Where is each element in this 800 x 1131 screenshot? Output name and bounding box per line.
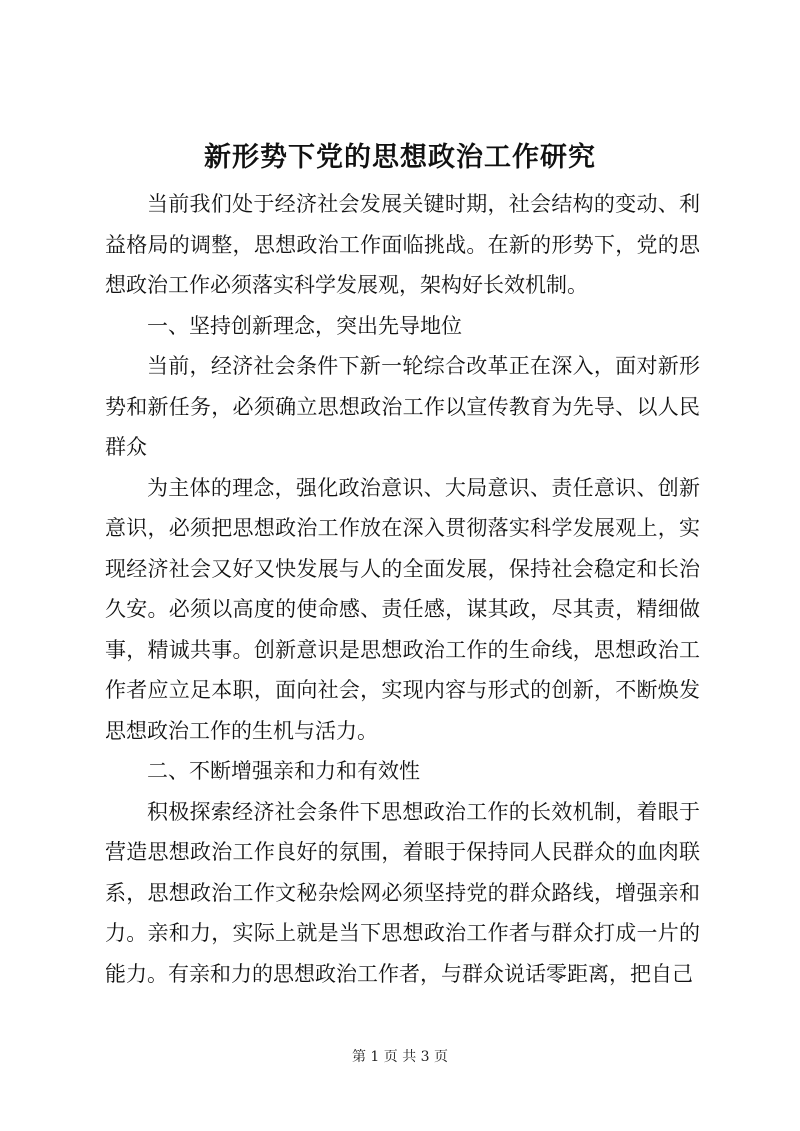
document-title: 新形势下党的思想政治工作研究 <box>204 142 596 173</box>
document-body <box>105 184 700 994</box>
section-heading-1: 一、坚持创新理念，突出先导地位 <box>147 313 462 338</box>
paragraph-section2-a: 积极探索经济社会条件下思想政治工作的长效机制，着眼于营造思想政治工作良好的氛围，着眼于保持同人民群众的血肉联系，思想政治工作文秘杂烩网必须坚持党的群众路线，增强亲和力。亲和力，实际上就是当下思想政治工作者与群众打成一片的能力。有亲和力的思想政治工作者，与群众说话零距离，把自己 <box>105 799 700 986</box>
paragraph-intro: 当前我们处于经济社会发展关键时期，社会结构的变动、利益格局的调整，思想政治工作面临挑战。在新的形势下，党的思想政治工作必须落实科学发展观，架构好长效机制。 <box>105 192 700 297</box>
section-heading-2: 二、不断增强亲和力和有效性 <box>147 759 420 783</box>
page-number-footer: 第 1 页 共 3 页 <box>351 1049 449 1065</box>
paragraph-section1-a: 当前，经济社会条件下新一轮综合改革正在深入，面对新形势和新任务，必须确立思想政治工作以宣传教育为先导、以人民群众 <box>105 354 700 459</box>
paragraph-section1-b: 为主体的理念，强化政治意识、大局意识、责任意识、创新意识，必须把思想政治工作放在深入贯彻落实科学发展观上，实现经济社会又好又快发展与人的全面发展，保持社会稳定和长治久安。必须以高度的使命感、责任感，谋其政，尽其责，精细做事，精诚共事。创新意识是思想政治工作的生命线，思想政治工作者应立足本职，面向社会，实现内容与形式的创新，不断焕发思想政治工作的生机与活力。 <box>105 475 700 743</box>
